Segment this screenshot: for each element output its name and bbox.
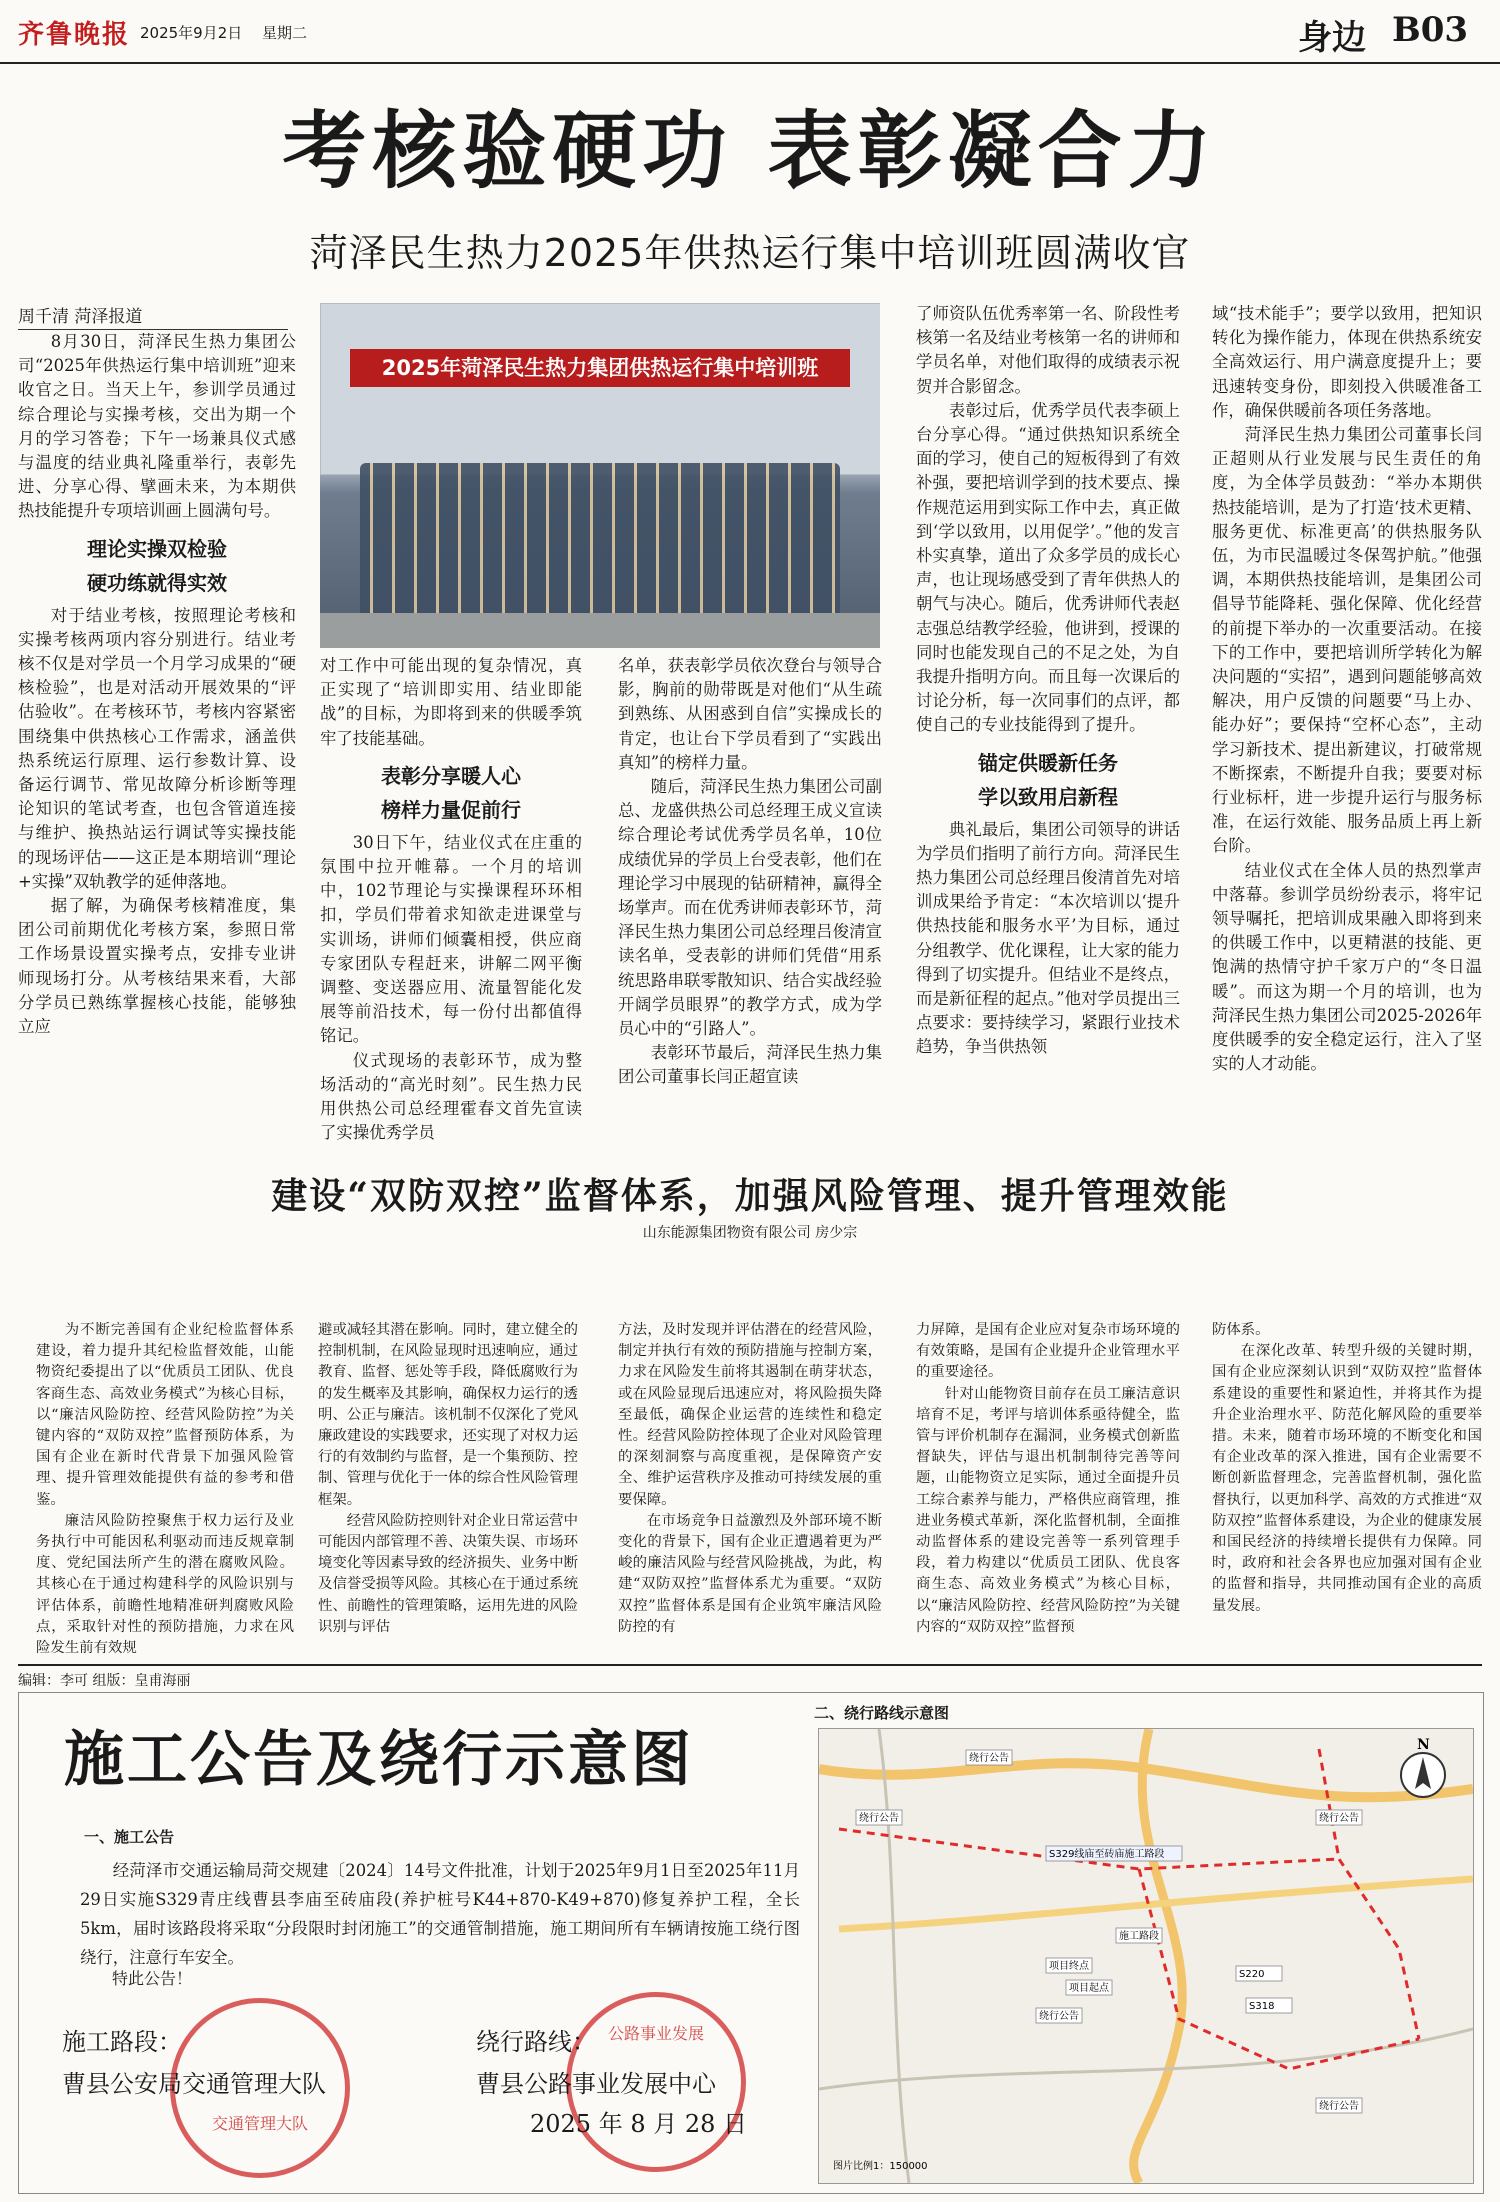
map-tag: S329线庙至砖庙施工路段 [1049,1849,1165,1860]
article2-column-4 [916,1320,1180,1658]
article1-column-2 [320,654,582,1154]
signature-label-2: 绕行路线： [476,2028,596,2056]
article2-author: 山东能源集团物资有限公司 房少宗 [642,1225,858,1241]
paragraph: 8月30日，菏泽民生热力集团公司“2025年供热运行集中培训班”迎来收官之日。当天上午，参训学员通过综合理论与实操考核，交出为期一个月的学习答卷；下午一场兼具仪式感与温度的结业典礼隆重举行，表彰先进、分享心得、擘画未来，为本期供热技能提升专项培训画上圆满句号。 [18,332,296,521]
article2-title: 建设“双防双控”监督体系，加强风险管理、提升管理效能 [271,1175,1229,1217]
notice-ending: 特此公告！ [112,1969,193,1988]
signature-name-2: 曹县公路事业发展中心 [476,2070,716,2098]
detour-map [818,1728,1474,2184]
map-tag: 绕行公告 [969,1753,1009,1764]
notice-date: 2025 年 8 月 28 日 [530,2110,748,2138]
photo-banner: 2025年菏泽民生热力集团供热运行集中培训班 [350,349,850,387]
map-tag: S220 [1239,1969,1265,1980]
paragraph: 避或减轻其潜在影响。同时，建立健全的控制机制，在风险显现时迅速响应，通过教育、监督、惩处等手段，降低腐败行为的发生概率及其影响，确保权力运行的透明、公正与廉洁。该机制不仅深化了党风廉政建设的实践要求，还实现了对权力运行的有效制约与监督，是一个集预防、控制、管理与优化于一体的综合性风险管理框架。 [318,1322,578,1508]
article1-column-1 [18,330,296,1170]
subheading-line: 锚定供暖新任务 [978,750,1118,775]
subheading-line: 榜样力量促前行 [381,797,521,822]
map-scale: 图片比例1：150000 [833,2161,928,2172]
photo-ground [320,613,880,648]
notice-body [80,1856,800,1972]
paragraph: 对于结业考核，按照理论考核和实操考核两项内容分别进行。结业考核不仅是对学员一个月学习成果的“硬核检验”，也是对活动开展效果的“评估验收”。在考核环节，考核内容紧密围绕集中供热核心工作需求，涵盖供热系统运行原理、运行参数计算、设备运行调节、常见故障分析诊断等理论知识的笔试考查，也包含管道连接与维护、换热站运行调试等实操技能的现场评估——这正是本期培训“理论+实操”双轨教学的延伸落地。 [18,605,296,891]
paragraph: 据了解，为确保考核精准度，集团公司前期优化考核方案，参照日常工作场景设置实操考点，安排专业讲师现场打分。从考核结果来看，大部分学员已熟练掌握核心技能，能够独立应 [18,896,296,1037]
map-tag: S318 [1249,2001,1275,2012]
paragraph: 廉洁风险防控聚焦于权力运行及业务执行中可能因私利驱动而违反规章制度、党纪国法所产生的潜在腐败风险。其核心在于通过构建科学的风险识别与评估体系，前瞻性地精准研判腐败风险点，采取针对性的预防措施，力求在风险发生前有效规 [36,1512,294,1657]
paragraph: 了师资队伍优秀率第一名、阶段性考核第一名及结业考核第一名的讲师和学员名单，对他们取得的成绩表示祝贺并合影留念。 [916,304,1180,396]
map-heading: 二、绕行路线示意图 [814,1704,950,1722]
paragraph: 仪式现场的表彰环节，成为整场活动的“高光时刻”。民生热力民用供热公司总经理霍春文首先宣读了实操优秀学员 [320,1050,582,1143]
issue-date: 2025年9月2日 [140,24,243,42]
article1-byline: 周千清 菏泽报道 [18,302,288,330]
paragraph: 经菏泽市交通运输局菏交规建〔2024〕14号文件批准，计划于2025年9月1日至2025年11月29日实施S329青庄线曹县李庙至砖庙段(养护桩号K44+870-K49+870)修复养护工程，全长5km，届时该路段将采取“分段限时封闭施工”的交通管制措施，施工期间所有车辆请按施工绕行图绕行，注意行车安全。 [80,1861,800,1967]
paragraph: 随后，菏泽民生热力集团公司副总、龙盛供热公司总经理王成义宣读综合理论考试优秀学员名单，10位成绩优异的学员上台受表彰，他们在理论学习中展现的钻研精神，赢得全场掌声。而在优秀讲师表彰环节，菏泽民生热力集团公司总经理吕俊清宣读名单，受表彰的讲师们凭借“用系统思路串联零散知识、结合实战经验开阔学员眼界”的教学方式，成为学员心中的“引路人”。 [618,777,882,1039]
paragraph: 域“技术能手”；要学以致用，把知识转化为操作能力，体现在供热系统安全高效运行、用户满意度提升上；要迅速转变身份，即刻投入供暖准备工作，确保供暖前各项任务落地。 [1212,304,1482,420]
paragraph: 针对山能物资目前存在员工廉洁意识培育不足，考评与培训体系亟待健全，监管与评价机制存在漏洞，业务模式创新监督缺失，评估与退出机制制待完善等问题，山能物资立足实际，通过全面提升员工综合素养与能力，严格供应商管理，推进业务模式革新，深化监督机制，全面推动监督体系的建设完善等一系列管理手段，着力构建以“优质员工团队、优良客商生态、高效业务模式”为核心目标，以“廉洁风险防控、经营风险防控”为关键内容的“双防双控”监督预 [916,1385,1180,1635]
paragraph: 为不断完善国有企业纪检监督体系建设，着力提升其纪检监督效能，山能物资纪委提出了以“优质员工团队、优良客商生态、高效业务模式”为核心目标，以“廉洁风险防控、经营风险防控”为关键内容的“双防双控”监督预防体系，为国有企业在新时代背景下加强风险管理、提升管理效能提供有益的参考和借鉴。 [36,1322,294,1508]
subheading-line: 理论实操双检验 [87,536,227,561]
article2-column-5 [1212,1320,1482,1658]
article2-column-3 [618,1320,882,1658]
subheading-line: 表彰分享暖人心 [381,763,521,788]
signature-name-1: 曹县公安局交通管理大队 [62,2070,326,2098]
paragraph: 结业仪式在全体人员的热烈掌声中落幕。参训学员纷纷表示，将牢记领导嘱托，把培训成果融入即将到来的供暖工作中，以更精湛的技能、更饱满的热情守护千家万户的“冬日温暖”。而这为期一个月的培训，也为菏泽民生热力集团公司2025-2026年度供暖季的安全稳定运行，注入了坚实的人才动能。 [1212,860,1482,1074]
north-label: N [1417,1737,1430,1753]
paragraph: 对工作中可能出现的复杂情况，真正实现了“培训即实用、结业即能战”的目标，为即将到来的供暖季筑牢了技能基础。 [320,656,582,748]
paragraph: 表彰环节最后，菏泽民生热力集团公司董事长闫正超宣读 [618,1043,882,1087]
seal-text: 交通管理大队 [211,2114,308,2133]
subheading-line: 学以致用启新程 [978,784,1118,809]
paragraph: 名单，获表彰学员依次登台与领导合影，胸前的勋带既是对他们“从生疏到熟练、从困惑到自信”实操成长的肯定，也让台下学员看到了“实践出真知”的榜样力量。 [618,656,882,772]
map-tag: 绕行公告 [1039,2011,1079,2022]
page-number: B03 [1392,10,1469,50]
paragraph: 经营风险防控则针对企业日常运营中可能因内部管理不善、决策失误、市场环境变化等因素导致的经济损失、业务中断及信誉受损等风险。其核心在于通过系统性、前瞻性的管理策略，运用先进的风险识别与评估 [318,1512,578,1635]
subheading [916,746,1180,814]
map-graphic [819,1729,1473,2183]
paragraph: 30日下午，结业仪式在庄重的氛围中拉开帷幕。一个月的培训中，102节理论与实操课程环环相扣，学员们带着求知欲走进课堂与实训场，讲师们倾囊相授，供应商专家团队专程赶来，讲解二网平衡调整、变送器应用、流量智能化发展等前沿技术，每一份付出都值得铭记。 [320,832,582,1046]
seal-text: 公路事业发展 [607,2024,704,2043]
photo-building [320,303,880,475]
notice-section-heading: 一、施工公告 [84,1828,175,1846]
subheading [320,759,582,827]
article2-column-2 [318,1320,578,1658]
article1-subtitle: 菏泽民生热力2025年供热运行集中培训班圆满收官 [309,231,1191,275]
article1-title: 考核验硬功 表彰凝合力 [282,101,1218,200]
paragraph: 防体系。 [1212,1322,1270,1338]
photo-crowd [360,463,840,613]
issue-weekday: 星期二 [262,24,308,42]
article1-column-3 [618,654,882,1154]
article1-column-4 [916,302,1180,1154]
newspaper-logo: 齐鲁晚报 [18,20,131,50]
paragraph: 表彰过后，优秀学员代表李硕上台分享心得。“通过供热知识系统全面的学习，使自己的短板得到了有效补强，要把培训学到的技术要点、操作规范运用到实际工作中去，真正做到‘学以致用，以用促学’。”他的发言朴实真挚，道出了众多学员的成长心声，也让现场感受到了青年供热人的朝气与决心。随后，优秀讲师代表赵志强总结教学经验，他讲到，授课的同时也能发现自己的不足之处，为自我提升指明方向。而且每一次课后的讨论分析，每一次同事们的点评，都使自己的专业技能得到了提升。 [916,400,1180,735]
paragraph: 力屏障，是国有企业应对复杂市场环境的有效策略，是国有企业提升企业管理水平的重要途径。 [916,1322,1180,1381]
paragraph: 在深化改革、转型升级的关键时期，国有企业应深刻认识到“双防双控”监督体系建设的重要性和紧迫性，并将其作为提升企业治理水平、防范化解风险的重要举措。未来，随着市场环境的不断变化和国有企业改革的深入推进，国有企业需要不断创新监督理念，完善监督机制，强化监督执行，以更加科学、高效的方式推进“双防双控”监督体系建设，为企业的健康发展和国民经济的持续增长提供有力保障。同时，政府和社会各界也应加强对国有企业的监督和指导，共同推动国有企业的高质量发展。 [1212,1343,1482,1614]
map-tag: 绕行公告 [1319,1813,1359,1824]
subheading [18,532,296,600]
paragraph: 在市场竞争日益激烈及外部环境不断变化的背景下，国有企业正遭遇着更为严峻的廉洁风险与经营风险挑战，为此，构建“双防双控”监督体系尤为重要。“双防双控”监督体系是国有企业筑牢廉洁风险防控的有 [618,1512,882,1635]
article2-column-1 [36,1320,294,1658]
map-tag: 项目终点 [1049,1961,1089,1972]
subheading-line: 硬功练就得实效 [87,570,227,595]
paragraph: 方法，及时发现并评估潜在的经营风险，制定并执行有效的预防措施与控制方案，力求在风险发生前将其遏制在萌芽状态，或在风险显现后迅速应对，将风险损失降至最低，确保企业运营的连续性和稳定性。经营风险防控体现了企业对风险管理的深刻洞察与高度重视，是保障资产安全、维护运营秩序及推动可持续发展的重要保障。 [618,1322,882,1508]
group-photo [320,303,880,648]
signature-label-1: 施工路段： [62,2028,182,2056]
map-tag: 绕行公告 [1319,2101,1359,2112]
notice-title: 施工公告及绕行示意图 [64,1725,694,1795]
paragraph: 菏泽民生热力集团公司董事长闫正超则从行业发展与民生责任的角度，为全体学员鼓劲：“举办本期供热技能培训，是为了打造‘技术更精、服务更优、标准更高’的供热服务队伍，为市民温暖过冬保驾护航。”他强调，本期供热技能培训，是集团公司倡导节能降耗、强化保障、优化经营的前提下举办的一次重要活动。在接下的工作中，要把培训所学转化为解决问题的“实招”，遇到问题能够高效解决，用户反馈的问题要“马上办、能办好”；要保持“空杯心态”，主动学习新技术、提出新建议，打破常规不断探索，不断提升自我；要要对标行业标杆，进一步提升运行与服务标准，在运行效能、服务品质上再上新台阶。 [1212,425,1482,856]
article1-column-5 [1212,302,1482,1154]
paragraph: 典礼最后，集团公司领导的讲话为学员们指明了前行方向。菏泽民生热力集团公司总经理吕俊清首先对培训成果给予肯定：“本次培训以‘提升供热技能和服务水平’为目标，通过分组教学、优化课程，让大家的能力得到了切实提升。但结业不是终点，而是新征程的起点。”他对学员提出三点要求：要持续学习，紧跟行业技术趋势，争当供热领 [916,819,1180,1057]
editor-line: 编辑：李可 组版：皇甫海丽 [18,1664,1482,1690]
section-name: 身边 [1298,18,1366,58]
map-tag: 绕行公告 [859,1813,899,1824]
map-tag: 施工路段 [1119,1931,1159,1942]
map-tag: 项目起点 [1069,1983,1109,1994]
